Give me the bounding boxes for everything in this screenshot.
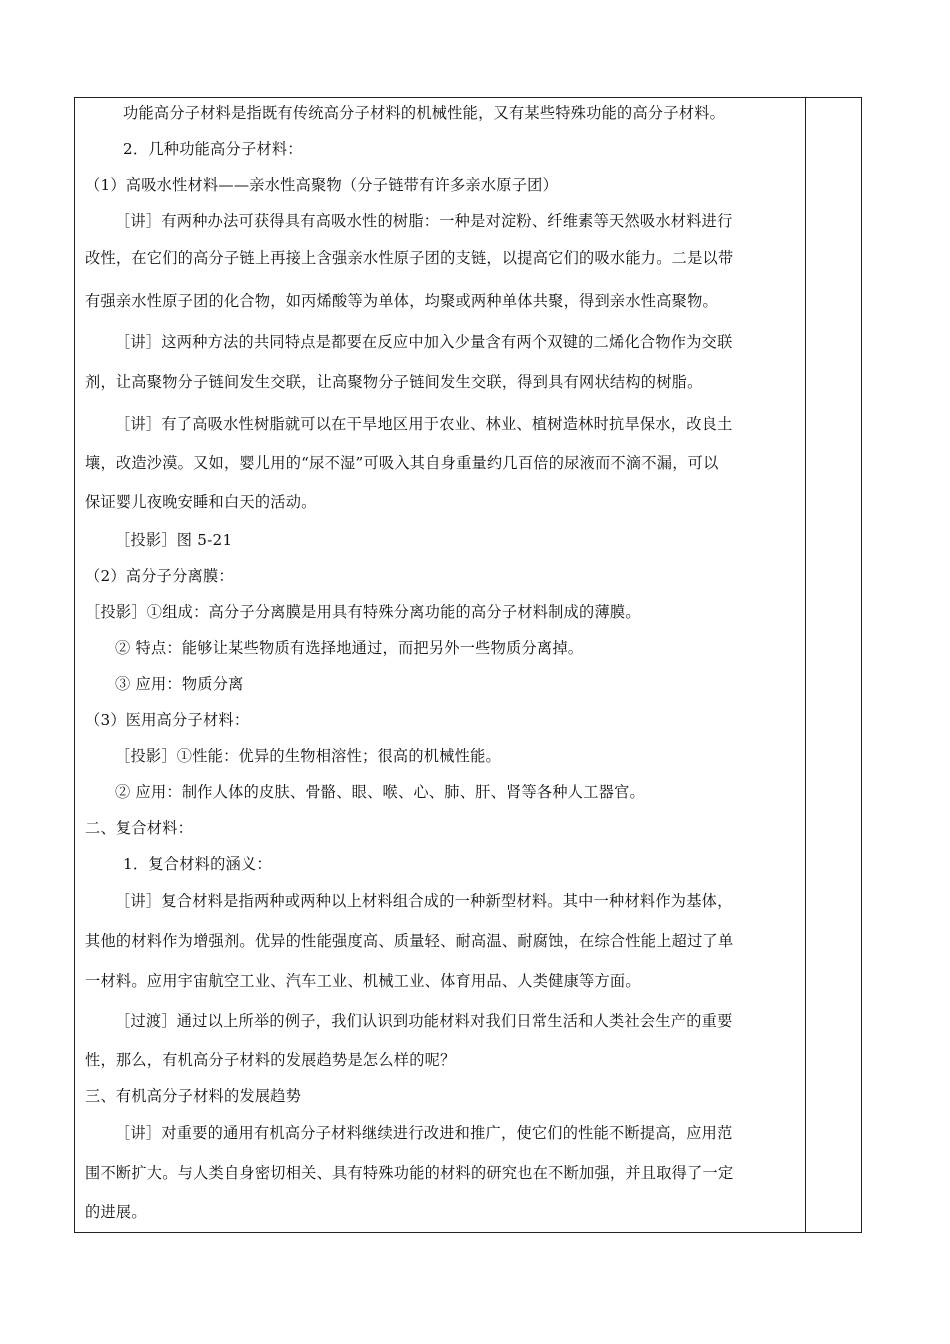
text-line: 1．复合材料的涵义： <box>123 855 272 873</box>
text-line: 2．几种功能高分子材料： <box>123 140 303 158</box>
text-line: （2）高分子分离膜： <box>85 567 234 585</box>
text-line: （3）医用高分子材料： <box>85 711 250 729</box>
text-line: ［投影］①性能：优异的生物相溶性；很高的机械性能。 <box>115 747 501 765</box>
right-column-divider <box>805 98 806 1232</box>
text-line: 剂，让高聚物分子链间发生交联，让高聚物分子链间发生交联，得到具有网状结构的树脂。 <box>85 373 703 391</box>
text-line: 性，那么，有机高分子材料的发展趋势是怎么样的呢？ <box>85 1051 456 1069</box>
text-line: 其他的材料作为增强剂。优异的性能强度高、质量轻、耐高温、耐腐蚀，在综合性能上超过了单 <box>85 932 734 950</box>
text-line: 保证婴儿夜晚安睡和白天的活动。 <box>85 493 317 511</box>
text-line: 一材料。应用宇宙航空工业、汽车工业、机械工业、体育用品、人类健康等方面。 <box>85 972 641 990</box>
text-line: ［讲］有两种办法可获得具有高吸水性的树脂：一种是对淀粉、纤维素等天然吸水材料进行 <box>115 212 733 230</box>
text-line: 三、有机高分子材料的发展趋势 <box>85 1087 302 1105</box>
text-line: 改性，在它们的高分子链上再接上含强亲水性原子团的支链，以提高它们的吸水能力。二是以带 <box>85 249 734 267</box>
text-line: ［讲］有了高吸水性树脂就可以在干旱地区用于农业、林业、植树造林时抗旱保水，改良土 <box>115 415 733 433</box>
text-line: 围不断扩大。与人类自身密切相关、具有特殊功能的材料的研究也在不断加强，并且取得了一定 <box>85 1164 734 1182</box>
text-line: 功能高分子材料是指既有传统高分子材料的机械性能，又有某些特殊功能的高分子材料。 <box>123 104 726 122</box>
text-line: ③ 应用：物质分离 <box>115 675 244 693</box>
text-line: ［投影］①组成：高分子分离膜是用具有特殊分离功能的高分子材料制成的薄膜。 <box>85 603 641 621</box>
text-line: 二、复合材料： <box>85 819 194 837</box>
text-line: ② 特点：能够让某些物质有选择地通过，而把另外一些物质分离掉。 <box>115 639 584 657</box>
text-line: ［讲］对重要的通用有机高分子材料继续进行改进和推广，使它们的性能不断提高，应用范 <box>115 1124 733 1142</box>
text-line: 有强亲水性原子团的化合物，如丙烯酸等为单体，均聚或两种单体共聚，得到亲水性高聚物。 <box>85 292 718 310</box>
text-line: ［投影］图 5-21 <box>115 531 233 549</box>
text-line: 壤，改造沙漠。又如，婴儿用的“尿不湿”可吸入其自身重量约几百倍的尿液而不滴不漏，可以 <box>85 454 719 472</box>
text-line: ［讲］这两种方法的共同特点是都要在反应中加入少量含有两个双键的二烯化合物作为交联 <box>115 333 733 351</box>
text-line: ［过渡］通过以上所举的例子，我们认识到功能材料对我们日常生活和人类社会生产的重要 <box>115 1012 733 1030</box>
text-line: ［讲］复合材料是指两种或两种以上材料组合成的一种新型材料。其中一种材料作为基体， <box>115 892 733 910</box>
text-line: 的进展。 <box>85 1203 147 1221</box>
document-table <box>74 97 862 1233</box>
text-line: ② 应用：制作人体的皮肤、骨骼、眼、喉、心、肺、肝、肾等各种人工器官。 <box>115 783 645 801</box>
text-line: （1）高吸水性材料——亲水性高聚物（分子链带有许多亲水原子团） <box>85 176 559 194</box>
